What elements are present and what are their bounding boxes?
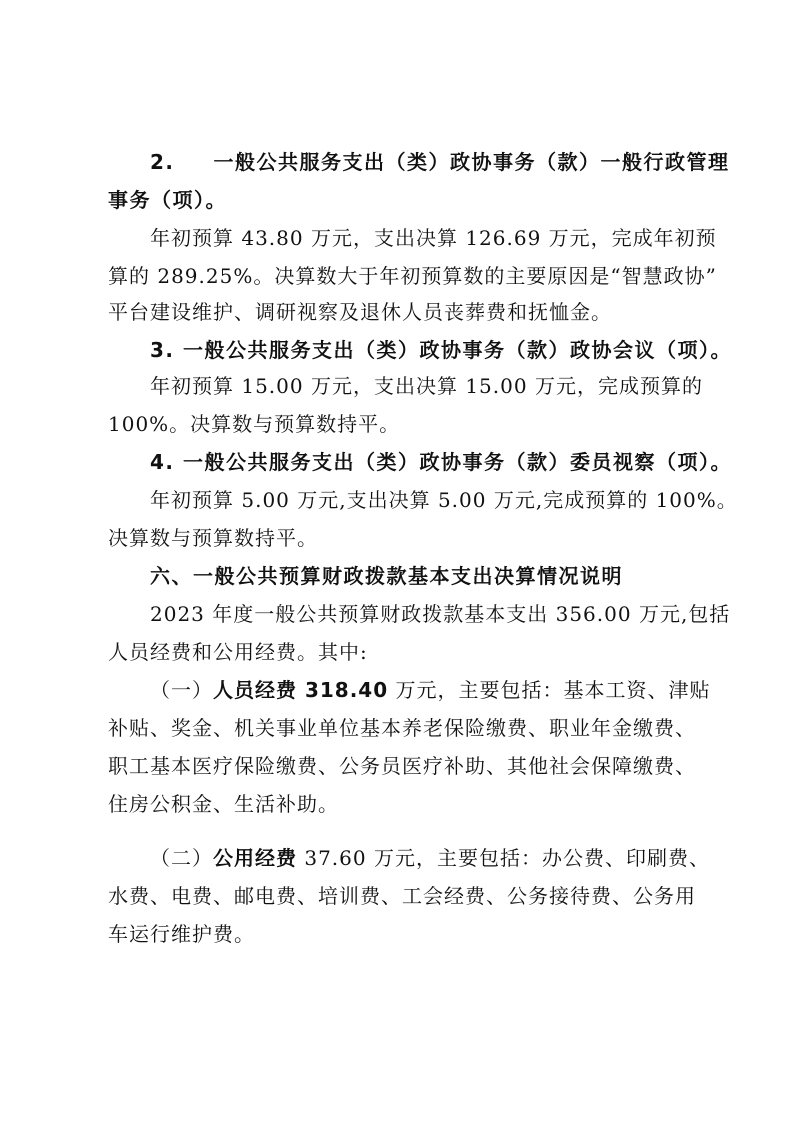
section-6-intro-line-2: 人员经费和公用经费。其中: bbox=[108, 640, 368, 664]
section-2-body-line-1: 年初预算 43.80 万元，支出决算 126.69 万元，完成年初预 bbox=[150, 226, 717, 250]
section-2-heading-line-2: 事务（项）。 bbox=[108, 188, 227, 212]
public-after: 37.60 万元，主要包括：办公费、印刷费、 bbox=[297, 846, 710, 870]
section-2-heading-line-1 bbox=[150, 148, 729, 176]
section-4-heading: 4. 一般公共服务支出（类）政协事务（款）委员视察（项）。 bbox=[150, 450, 732, 474]
personnel-expenses-line-1 bbox=[150, 676, 711, 704]
public-expenses-line-3: 车运行维护费。 bbox=[108, 922, 255, 946]
public-expenses-line-1 bbox=[150, 844, 710, 872]
public-prefix: （二） bbox=[150, 846, 213, 870]
section-2-title: 一般公共服务支出（类）政协事务（款）一般行政管理 bbox=[213, 150, 730, 174]
section-3-body-line-1: 年初预算 15.00 万元，支出决算 15.00 万元，完成预算的 bbox=[150, 374, 703, 398]
section-2-number: 2. bbox=[150, 150, 175, 174]
public-expenses-line-2: 水费、电费、邮电费、培训费、工会经费、公务接待费、公务用 bbox=[108, 884, 696, 908]
personnel-expenses-line-2: 补贴、奖金、机关事业单位基本养老保险缴费、职业年金缴费、 bbox=[108, 716, 696, 740]
personnel-expenses-line-3: 职工基本医疗保险缴费、公务员医疗补助、其他社会保障缴费、 bbox=[108, 754, 696, 778]
section-4-body-line-2: 决算数与预算数持平。 bbox=[108, 526, 318, 550]
section-4-body-line-1: 年初预算 5.00 万元,支出决算 5.00 万元,完成预算的 100%。 bbox=[150, 488, 738, 512]
section-3-heading: 3. 一般公共服务支出（类）政协事务（款）政协会议（项）。 bbox=[150, 338, 732, 362]
public-title: 公用经费 bbox=[213, 846, 297, 870]
personnel-after: 万元，主要包括：基本工资、津贴 bbox=[388, 678, 711, 702]
section-6-intro-line-1: 2023 年度一般公共预算财政拨款基本支出 356.00 万元,包括 bbox=[150, 602, 731, 626]
personnel-prefix: （一） bbox=[150, 678, 213, 702]
section-6-heading: 六、一般公共预算财政拨款基本支出决算情况说明 bbox=[150, 564, 623, 588]
section-2-body-line-3: 平台建设维护、调研视察及退休人员丧葬费和抚恤金。 bbox=[108, 300, 612, 324]
personnel-expenses-line-4: 住房公积金、生活补助。 bbox=[108, 792, 339, 816]
section-2-body-line-2: 算的 289.25%。决算数大于年初预算数的主要原因是“智慧政协” bbox=[108, 264, 717, 288]
section-3-body-line-2: 100%。决算数与预算数持平。 bbox=[108, 412, 401, 436]
personnel-title: 人员经费 318.40 bbox=[213, 678, 389, 702]
